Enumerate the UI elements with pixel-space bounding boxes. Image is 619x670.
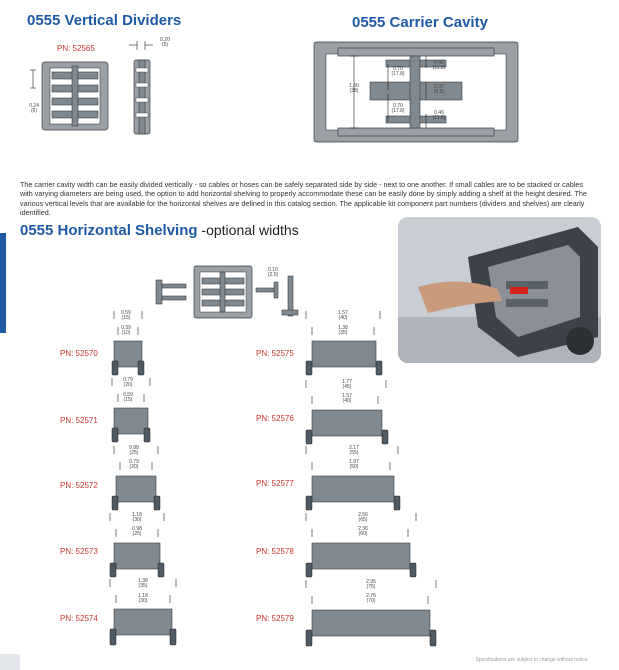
cavity-description-paragraph: The carrier cavity width can be easily divided vertically - so cables or hoses can be safely separated side by side - next to one another. If small cables are to be stacked or cables with varying diameters are being used, the option to add horizontal shelving to properly accommodate these can be easily done by simply adding a shelf at the height desired. The various vertical levels that are available for the horizontal shelves are defined in this catalog section. The applicable kit component part numbers (dividers and shelves) are clearly identified. <box>20 180 587 218</box>
shelf-part-number: PN: 52575 <box>256 349 294 358</box>
section-marker-bar <box>0 233 6 333</box>
footer-disclaimer: Specifications are subject to change without notice. <box>475 657 589 663</box>
cavity-mid-gap-dim: 0.37 (9.5) <box>433 84 445 95</box>
cavity-lower-shelf-dim: 0.70 (17.8) <box>391 103 405 114</box>
shelf-inner-dim: 1.38 (35) <box>338 325 348 336</box>
vertical-dividers-heading: 0555 Vertical Dividers <box>27 12 182 29</box>
shelf-outer-dim: 2.56 (65) <box>358 512 368 523</box>
shelf-inner-dim: 1.57 (40) <box>342 393 352 404</box>
shelf-part-number: PN: 52570 <box>60 349 98 358</box>
shelf-outer-dim: 0.98 (25) <box>129 445 139 456</box>
shelf-part-number: PN: 52578 <box>256 547 294 556</box>
shelf-outer-dim: 1.57 (40) <box>338 310 348 321</box>
vertical-divider-front-drawing <box>28 58 113 136</box>
shelf-outer-dim: 2.95 (75) <box>366 579 376 590</box>
shelf-drawing <box>300 507 422 579</box>
shelf-drawing <box>110 440 164 512</box>
carrier-cavity-heading: 0555 Carrier Cavity <box>352 14 488 31</box>
horizontal-shelving-subtitle: -optional widths <box>197 222 299 238</box>
cavity-bottom-gap-dim: 0.46 (11.8) <box>432 110 446 121</box>
shelf-part-number: PN: 52577 <box>256 479 294 488</box>
shelf-part-number: PN: 52576 <box>256 414 294 423</box>
shelf-part-number: PN: 52574 <box>60 614 98 623</box>
shelf-outer-dim: 1.18 (30) <box>132 512 142 523</box>
cavity-height-dim: 1.50 (38) <box>349 83 359 94</box>
shelf-drawing <box>106 507 170 579</box>
shelf-drawing <box>108 305 148 377</box>
vertical-divider-part-number: PN: 52565 <box>57 44 95 53</box>
shelf-outer-dim: 1.77 (45) <box>342 379 352 390</box>
vertical-divider-side-dim: 0.24 (6) <box>29 103 39 114</box>
shelf-drawing <box>108 372 156 444</box>
shelf-inner-dim: 0.39 (10) <box>121 325 131 336</box>
shelf-inner-dim: 0.59 (15) <box>123 392 133 403</box>
page-corner-tab <box>0 654 20 670</box>
horizontal-shelving-heading <box>20 222 299 239</box>
carrier-photo-illustration <box>398 217 601 363</box>
cavity-upper-shelf-dim: 0.70 (17.8) <box>391 66 405 77</box>
shelf-part-number: PN: 52571 <box>60 416 98 425</box>
vertical-divider-top-dim: 0.20 (5) <box>160 37 170 48</box>
shelf-outer-dim: 2.17 (55) <box>349 445 359 456</box>
shelf-inner-dim: 1.97 (50) <box>349 459 359 470</box>
shelf-drawing <box>300 440 404 512</box>
vertical-divider-side-drawing <box>127 38 157 138</box>
shelf-exploded-dim: 0.10 (2.5) <box>267 267 279 278</box>
shelf-inner-dim: 0.98 (25) <box>132 526 142 537</box>
shelf-drawing <box>300 305 386 377</box>
horizontal-shelving-title: 0555 Horizontal Shelving <box>20 222 198 239</box>
shelf-outer-dim: 0.59 (15) <box>121 310 131 321</box>
shelf-exploded-drawing <box>150 262 310 320</box>
shelf-drawing <box>300 374 392 446</box>
shelf-inner-dim: 0.79 (20) <box>129 459 139 470</box>
carrier-installation-photo <box>398 217 601 363</box>
shelf-part-number: PN: 52579 <box>256 614 294 623</box>
carrier-cavity-drawing <box>310 38 522 146</box>
shelf-part-number: PN: 52573 <box>60 547 98 556</box>
shelf-inner-dim: 2.36 (60) <box>358 526 368 537</box>
shelf-part-number: PN: 52572 <box>60 481 98 490</box>
shelf-inner-dim: 1.18 (30) <box>138 593 148 604</box>
shelf-drawing <box>300 574 442 648</box>
shelf-outer-dim: 0.79 (20) <box>123 377 133 388</box>
shelf-inner-dim: 2.76 (70) <box>366 593 376 604</box>
cavity-top-gap-dim: 0.46 (11.8) <box>432 60 446 71</box>
shelf-drawing <box>106 573 182 647</box>
shelf-outer-dim: 1.38 (35) <box>138 578 148 589</box>
